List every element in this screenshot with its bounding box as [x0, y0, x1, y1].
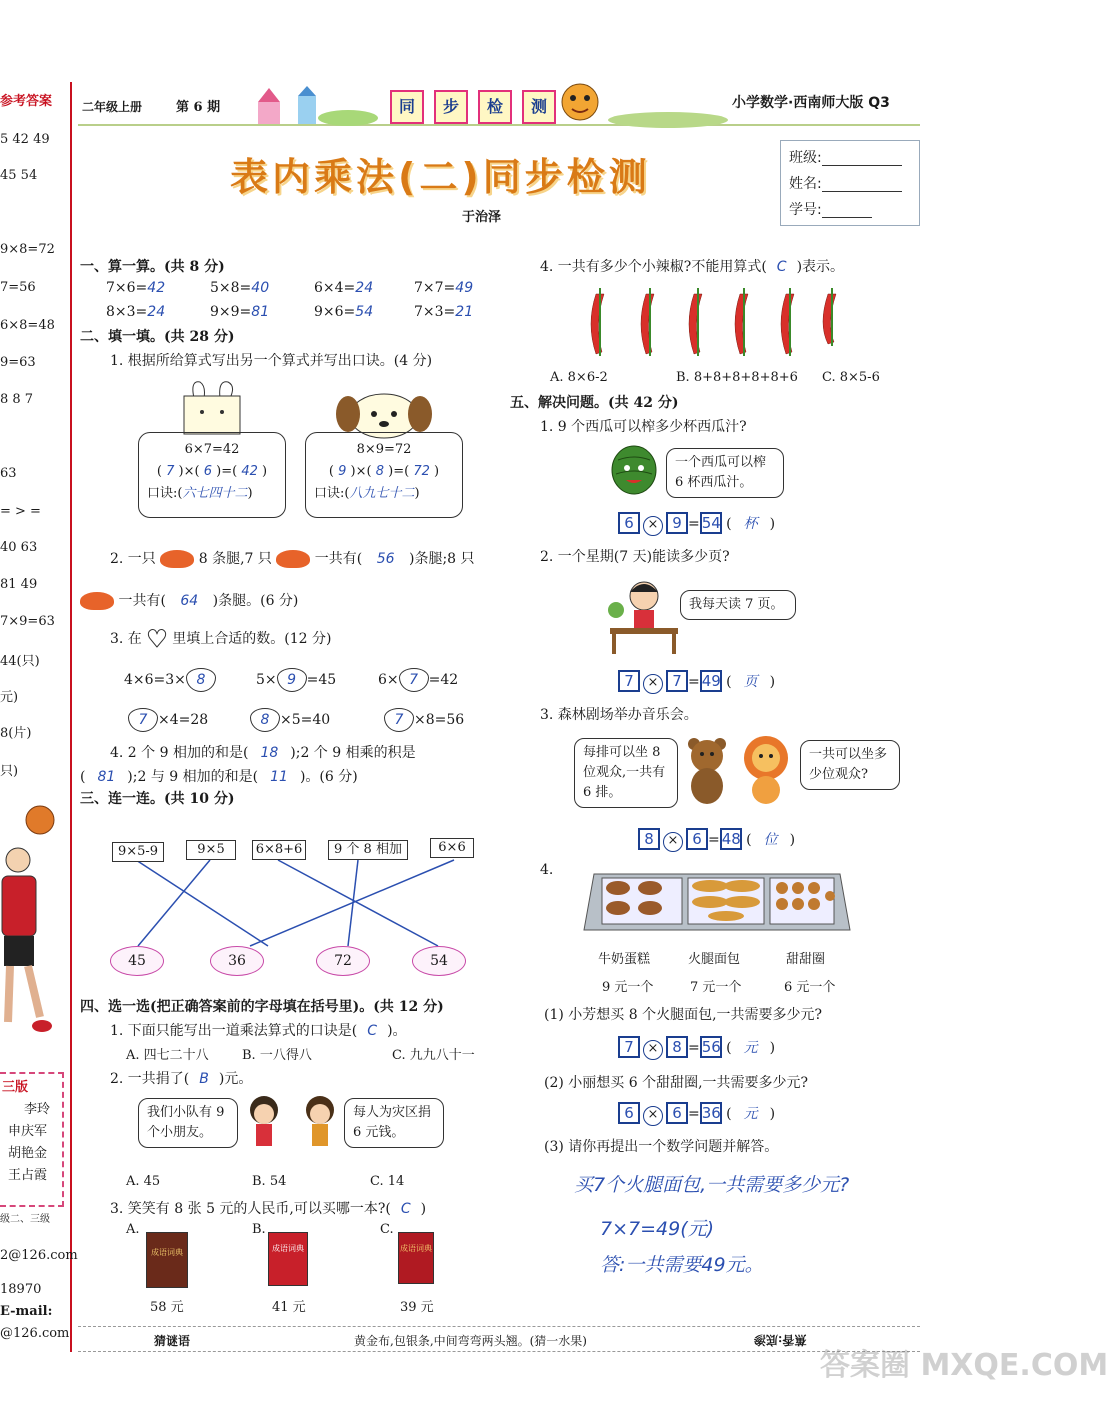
match-flower: 45: [110, 946, 164, 976]
heart-answer: 9: [277, 668, 307, 692]
match-flower: 72: [316, 946, 370, 976]
heart-item: [128, 708, 208, 732]
q2-answer: 64: [180, 593, 199, 609]
strip-bottom: @126.com: [0, 1326, 70, 1341]
strip-line: 9=63: [0, 355, 36, 370]
strip-line: 7=56: [0, 280, 36, 295]
s4-q2-opt: C. 14: [370, 1174, 405, 1189]
s2-q4-line1: [110, 742, 416, 762]
calc-q: 8×3=: [106, 304, 148, 320]
q4-answer: 18: [260, 745, 279, 761]
eq-box: 7: [666, 670, 688, 692]
name-row: [789, 171, 911, 197]
card2-ans: 9: [338, 464, 347, 479]
calc-answer: 21: [455, 304, 474, 320]
s2-q3: [110, 625, 332, 653]
heart-answer: 7: [399, 668, 429, 692]
eq-operator: ×: [643, 1106, 663, 1126]
boy-bubble: 我每天读 7 页。: [680, 590, 796, 620]
match-top-node: 6×6: [430, 838, 474, 858]
watermelon-character-icon: [608, 440, 660, 500]
food-price: 6 元一个: [784, 980, 836, 995]
heart-post: =42: [428, 672, 459, 688]
strip-line: 8 8 7: [0, 392, 34, 407]
eq-unit: 杯: [743, 516, 758, 532]
card2-given: 8×9=72: [356, 442, 412, 457]
section-4-title: 四、选一选(把正确答案前的字母填在括号里)。(共 12 分): [80, 999, 444, 1015]
s4-q1-text: )。: [387, 1023, 407, 1039]
book-price: 39 元: [400, 1300, 434, 1315]
s2-q2-line1: [110, 548, 500, 570]
s4-q1-opt: B. 一八得八: [242, 1048, 312, 1063]
staff-name: 王占霞: [8, 1168, 48, 1183]
heart-answer: 7: [128, 708, 158, 732]
eq-box: 36: [701, 1104, 721, 1122]
heart-item: [256, 668, 336, 692]
strip-line: 6×8=48: [0, 318, 55, 333]
staff-box: [0, 1072, 64, 1207]
q4-text: );2 个 9 相乘的积是: [290, 745, 416, 761]
s4-q3-answer: C: [400, 1201, 411, 1217]
s5-q4: 4.: [540, 862, 554, 878]
heart-post: ×5=40: [280, 712, 331, 728]
grade-label: 二年级上册: [82, 100, 143, 114]
eq-box: 8: [666, 1036, 688, 1058]
id-label: 学号:: [789, 202, 822, 218]
s5-q1-equation: 6 × 9 = 54 ( 杯 ): [618, 512, 775, 536]
brand-label: 小学数学·西南师大版 Q3: [732, 95, 890, 111]
book-price: 58 元: [150, 1300, 184, 1315]
strip-bottom: 级二、三级: [0, 1214, 50, 1225]
strip-line: 40 63: [0, 540, 38, 555]
s2-q1: 1. 根据所给算式写出另一个算式并写出口诀。(4 分): [110, 353, 433, 369]
book-b-cover: 成语词典: [268, 1232, 308, 1286]
strip-line: 5 42 49: [0, 132, 50, 147]
eq-box: 8: [638, 828, 660, 850]
s5-q4b: (2) 小丽想买 6 个甜甜圈,一共需要多少元?: [544, 1075, 809, 1091]
eq-operator: ×: [643, 674, 663, 694]
q3-text: 里填上合适的数。(12 分): [172, 631, 332, 647]
class-row: [789, 145, 911, 171]
eq-box: 7: [618, 1036, 640, 1058]
eq-box: 6: [618, 512, 640, 534]
card1-ans: 42: [241, 464, 258, 479]
q2-text: 8 条腿,7 只: [198, 551, 272, 567]
match-top-node: 6×8+6: [252, 840, 306, 860]
q4-answer: 11: [270, 769, 288, 785]
speech-bubble: 我们小队有 9 个小朋友。: [138, 1098, 238, 1148]
r4-opt: A. 8×6-2: [550, 370, 608, 385]
food-price: 9 元一个: [602, 980, 654, 995]
calc-answer: 24: [355, 280, 374, 296]
section-2-title: 二、填一填。(共 28 分): [80, 329, 235, 345]
name-field[interactable]: [822, 176, 902, 192]
strip-bottom: 18970: [0, 1282, 42, 1297]
lion-bubble: 一共可以坐多少位观众?: [800, 740, 900, 790]
s5-q2-equation: 7 × 7 = 49 ( 页 ): [618, 670, 775, 694]
s5-q2: 2. 一个星期(7 天)能读多少页?: [540, 549, 730, 565]
s4-q2: [110, 1068, 252, 1088]
book-label: B.: [252, 1222, 266, 1237]
s4-q1-answer: C: [367, 1023, 378, 1039]
s5-q3: 3. 森林剧场举办音乐会。: [540, 707, 698, 723]
s4-q3: [110, 1198, 426, 1218]
eq-box: 6: [618, 1102, 640, 1124]
q3-text: 3. 在: [110, 631, 142, 647]
eq-unit: 位: [763, 832, 778, 848]
bear-bubble: 每排可以坐 8 位观众,一共有 6 排。: [574, 738, 678, 808]
match-flower: 36: [210, 946, 264, 976]
calc-answer: 54: [355, 304, 374, 320]
calc-answer: 49: [455, 280, 474, 296]
puppy-illustration: [334, 388, 434, 438]
s4-q1-text: 1. 下面只能写出一道乘法算式的口诀是(: [110, 1023, 358, 1039]
s4-q2-text: 2. 一共捐了(: [110, 1071, 190, 1087]
q2-text: 一共有(: [314, 551, 363, 567]
crab-icon: [80, 592, 114, 610]
card2-koujue: 八九七十二: [349, 486, 415, 501]
food-price: 7 元一个: [690, 980, 742, 995]
calc-q: 9×6=: [314, 304, 356, 320]
q2-text: )条腿。(6 分): [212, 593, 299, 609]
matching-area: [90, 818, 500, 988]
heart-answer: 8: [250, 708, 280, 732]
s4-q1-opt: C. 九九八十一: [392, 1048, 475, 1063]
id-field[interactable]: [822, 202, 872, 218]
s4-q3-text: 3. 笑笑有 8 张 5 元的人民币,可以买哪一本?(: [110, 1201, 391, 1217]
s5-q1: 1. 9 个西瓜可以榨多少杯西瓜汁?: [540, 419, 747, 435]
student-info-box: [780, 140, 920, 226]
calc-answer: 42: [147, 280, 166, 296]
heart-answer: 7: [384, 708, 414, 732]
heart-answer: 8: [186, 668, 216, 692]
book-label: A.: [126, 1222, 140, 1237]
card1-given: 6×7=42: [184, 442, 240, 457]
heart-item: [124, 668, 216, 692]
heart-item: [378, 668, 458, 692]
eq-box: 48: [721, 830, 741, 848]
q4-answer: 81: [97, 769, 116, 785]
card2-ans: 8: [375, 464, 384, 479]
formula-card-1: 6×7=42 ( 7 )×( 6 )=( 42 ) 口诀:(六七四十二): [138, 432, 286, 518]
card2-ans: 72: [413, 464, 430, 479]
eq-box: 49: [701, 672, 721, 690]
calc-q: 7×7=: [414, 280, 456, 296]
name-label: 姓名:: [789, 176, 822, 192]
badge-jian: 检: [478, 90, 512, 124]
s5-q4b-equation: 6 × 6 = 36 ( 元 ): [618, 1102, 775, 1126]
s4-q1-opt: A. 四七二十八: [126, 1048, 209, 1063]
bakery-tray-illustration: [578, 870, 850, 940]
q2-answer: 56: [376, 551, 395, 567]
match-top-node: 9 个 8 相加: [328, 840, 408, 860]
formula-card-2: 8×9=72 ( 9 )×( 8 )=( 72 ) 口诀:(八九七十二): [305, 432, 463, 518]
card1-koujue: 六七四十二: [182, 486, 248, 501]
strip-line: 7×9=63: [0, 614, 55, 629]
strip-line: 只): [0, 764, 19, 779]
heart-pre: 4×6=3×: [124, 672, 186, 688]
tiger-mascot-icon: [556, 78, 604, 126]
r4-text: )表示。: [796, 259, 845, 275]
watermelon-bubble: 一个西瓜可以榨 6 杯西瓜汁。: [666, 448, 784, 498]
watermark: 答案圈 MXQE.COM: [820, 1348, 1108, 1383]
calc-q: 6×4=: [314, 280, 356, 296]
s2-q4-line2: [80, 766, 358, 786]
badge-tong: 同: [390, 90, 424, 124]
id-row: [789, 197, 911, 223]
chili-peppers-illustration: [576, 284, 866, 360]
q4-text: )。(6 分): [299, 769, 358, 785]
section-5-title: 五、解决问题。(共 42 分): [510, 395, 679, 411]
rabbit-box-illustration: [180, 378, 244, 434]
staff-name: 李玲: [24, 1102, 51, 1117]
book-c-cover: 成语词典: [398, 1232, 434, 1284]
eq-unit: 元: [743, 1106, 758, 1122]
grass-decoration: [608, 100, 728, 124]
crab-icon: [276, 550, 310, 568]
q4-text: 4. 2 个 9 相加的和是(: [110, 745, 249, 761]
heart-post: =45: [306, 672, 337, 688]
heart-pre: 5×: [256, 672, 277, 688]
eq-operator: ×: [643, 516, 663, 536]
s5-q4a-equation: 7 × 8 = 56 ( 元 ): [618, 1036, 775, 1060]
eq-box: 7: [618, 670, 640, 692]
calc-answer: 81: [251, 304, 270, 320]
section-1-title: 一、算一算。(共 8 分): [80, 259, 225, 275]
eq-box: 6: [686, 828, 708, 850]
s4-q3-text: ): [420, 1201, 427, 1217]
boy-reading-illustration: [600, 574, 680, 654]
r4-question: [540, 256, 844, 276]
calc-q: 7×3=: [414, 304, 456, 320]
calc-q: 9×9=: [210, 304, 252, 320]
class-field[interactable]: [822, 150, 902, 166]
section-3-title: 三、连一连。(共 10 分): [80, 791, 235, 807]
s2-q2-line2: [80, 590, 298, 610]
answer-strip: [0, 82, 78, 1352]
eq-box: 6: [666, 1102, 688, 1124]
book-a-cover: 成语词典: [146, 1232, 188, 1288]
page-title: 表内乘法(二)同步检测: [230, 155, 651, 199]
handwritten-equation: 7×7=49(元): [600, 1218, 715, 1240]
author: 于治泽: [462, 210, 502, 225]
book-price: 41 元: [272, 1300, 306, 1315]
riddle-text: 黄金布,包银条,中间弯弯两头翘。(猜一水果): [354, 1334, 587, 1348]
handwritten-question: 买7个火腿面包,一共需要多少元?: [574, 1174, 850, 1196]
staff-title: 三版: [2, 1080, 29, 1095]
card1-ans: 7: [166, 464, 175, 479]
r4-opt: B. 8+8+8+8+8+6: [676, 370, 798, 385]
eq-box: 9: [666, 512, 688, 534]
s5-q3-equation: 8 × 6 = 48 ( 位 ): [638, 828, 795, 852]
s4-q2-opt: A. 45: [126, 1174, 161, 1189]
staff-name: 申庆军: [8, 1124, 48, 1139]
handwritten-answer: 答:一共需要49元。: [600, 1254, 764, 1276]
heart-item: [250, 708, 330, 732]
food-name: 牛奶蛋糕: [598, 952, 651, 967]
lion-icon: [738, 734, 794, 804]
issue-label: 第 6 期: [176, 100, 221, 115]
q2-text: )条腿;8 只: [409, 551, 475, 567]
r4-text: 4. 一共有多少个小辣椒?不能用算式(: [540, 259, 767, 275]
calc-answer: 40: [251, 280, 270, 296]
heart-post: ×4=28: [158, 712, 209, 728]
eq-unit: 页: [743, 674, 758, 690]
r4-opt: C. 8×5-6: [822, 370, 880, 385]
eq-operator: ×: [643, 1040, 663, 1060]
heart-post: ×8=56: [414, 712, 465, 728]
bear-icon: [682, 734, 732, 804]
match-top-node: 9×5-9: [112, 842, 164, 862]
food-name: 火腿面包: [688, 952, 741, 967]
match-flower: 54: [412, 946, 466, 976]
koujue-label: 口诀:(: [314, 486, 350, 501]
koujue-label: 口诀:(: [147, 486, 183, 501]
q4-text: (: [80, 769, 86, 785]
strip-line: 44(只): [0, 654, 40, 669]
class-label: 班级:: [789, 150, 822, 166]
s4-q2-answer: B: [199, 1071, 209, 1087]
s4-q2-text: )元。: [218, 1071, 253, 1087]
s4-q2-opt: B. 54: [252, 1174, 287, 1189]
eq-box: 54: [701, 514, 721, 532]
strip-bottom: 2@126.com: [0, 1248, 78, 1263]
section-1-grid: [106, 280, 506, 328]
r4-answer: C: [776, 259, 787, 275]
book-label: C.: [380, 1222, 394, 1237]
heart-icon: ♥: [146, 625, 168, 653]
crab-icon: [160, 550, 194, 568]
calc-q: 7×6=: [106, 280, 148, 296]
strip-line: 63: [0, 466, 17, 481]
basketball-player-illustration: [0, 802, 60, 1042]
strip-title: 参考答案: [0, 94, 53, 109]
s5-q4c: (3) 请你再提出一个数学问题并解答。: [544, 1139, 779, 1155]
strip-line: 9×8=72: [0, 242, 55, 257]
riddle-answer: 蕉香:底渗: [754, 1333, 807, 1347]
strip-line: 元): [0, 690, 19, 705]
page-header: [78, 86, 920, 126]
q2-text: 一共有(: [118, 593, 166, 609]
riddle-label: 猜谜语: [154, 1334, 191, 1348]
strip-line: 8(片): [0, 726, 32, 741]
staff-name: 胡艳金: [8, 1146, 48, 1161]
q4-text: );2 与 9 相加的和是(: [127, 769, 259, 785]
children-illustration: [242, 1092, 342, 1156]
eq-box: 56: [701, 1038, 721, 1056]
calc-answer: 24: [147, 304, 166, 320]
s5-q4a: (1) 小芳想买 8 个火腿面包,一共需要多少元?: [544, 1007, 823, 1023]
food-name: 甜甜圈: [786, 952, 826, 967]
eq-operator: ×: [663, 832, 683, 852]
card1-ans: 6: [203, 464, 212, 479]
strip-bottom: E-mail:: [0, 1304, 53, 1319]
heart-item: [384, 708, 464, 732]
match-top-node: 9×5: [186, 840, 236, 860]
strip-line: 45 54: [0, 168, 38, 183]
s4-q1: [110, 1020, 407, 1040]
q2-text: 2. 一只: [110, 551, 156, 567]
castle-illustration: [238, 86, 378, 124]
speech-bubble: 每人为灾区捐 6 元钱。: [344, 1098, 444, 1148]
badge-ce: 测: [522, 90, 556, 124]
badge-bu: 步: [434, 90, 468, 124]
eq-unit: 元: [743, 1040, 758, 1056]
heart-pre: 6×: [378, 672, 399, 688]
strip-line: 81 49: [0, 577, 38, 592]
calc-q: 5×8=: [210, 280, 252, 296]
strip-line: = > =: [0, 504, 41, 519]
page-footer: [78, 1326, 920, 1352]
